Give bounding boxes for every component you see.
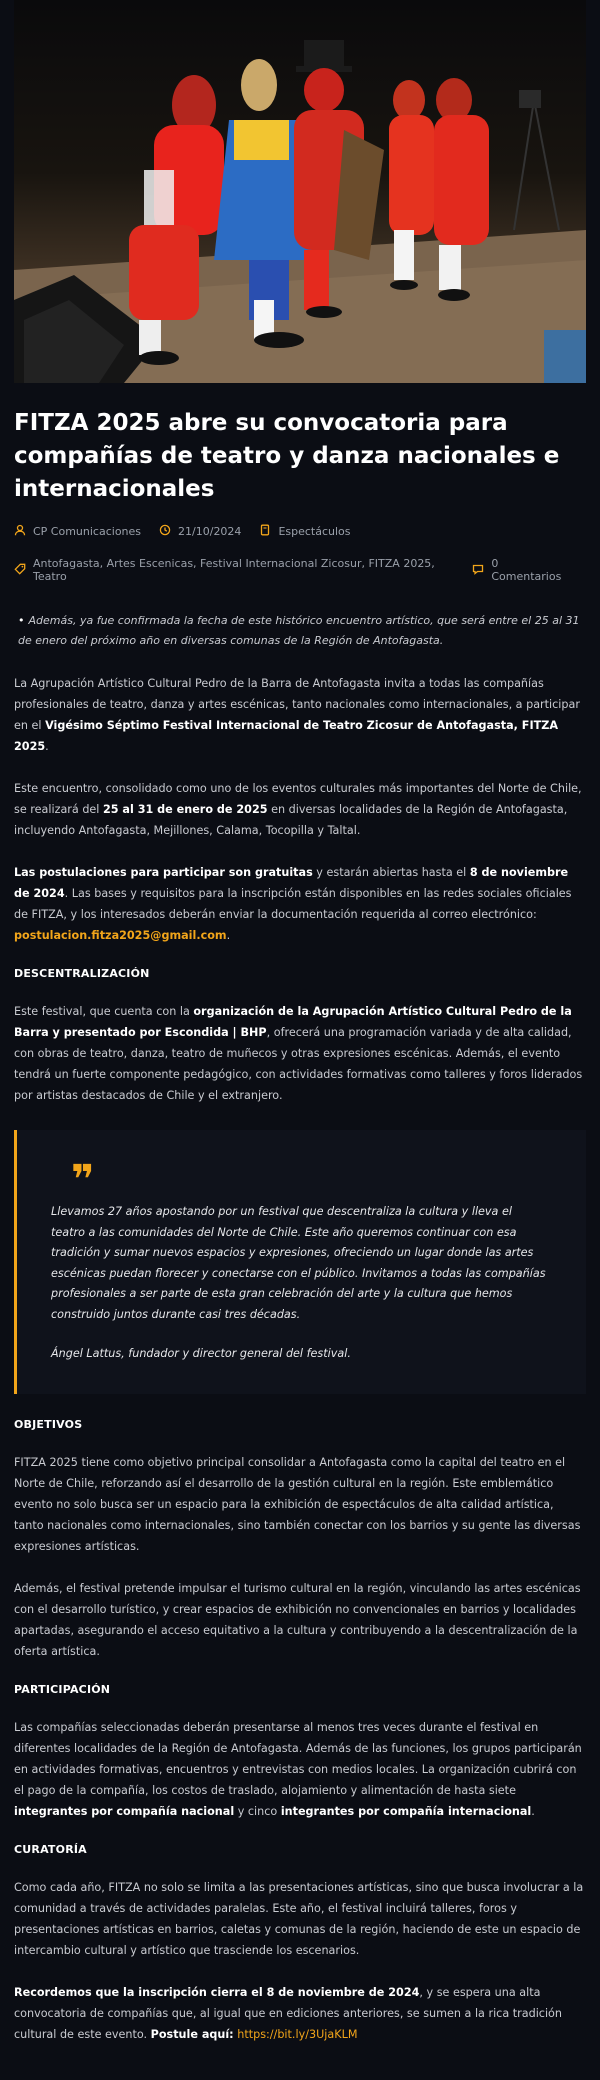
hero-illustration [14,0,586,383]
heading-descentralizacion: DESCENTRALIZACIÓN [14,967,150,980]
heading-curatoria: CURATORÍA [14,1843,87,1856]
author-meta[interactable] [14,524,141,539]
email-link[interactable]: postulacion.fitza2025@gmail.com [14,929,227,942]
comments-count[interactable]: 0 Comentarios [491,557,562,583]
paragraph-3: Las postulaciones para participar son gratuitas y estarán abiertas hasta el 8 de noviembre de 2024. Las bases y requisitos para la inscripción están disponibles en las redes sociales oficiales de FITZA, y los interesados deberán enviar la documentación requerida al correo electrónico: postulacion.fitza2025@gmail.com. [14,866,572,942]
application-link[interactable]: https://bit.ly/3UjaKLM [233,2028,358,2041]
blockquote [14,1130,586,1394]
category-meta[interactable] [259,524,350,539]
date-meta[interactable] [159,524,241,539]
history-icon [159,524,171,539]
article-meta-tags [14,557,586,583]
category-link[interactable]: Espectáculos [278,525,351,538]
paragraph-6: Además, el festival pretende impulsar el turismo cultural en la región, vinculando las artes escénicas con el desarrollo turístico, y crear espacios de exhibición no convencionales en barrios y localidades apartadas, asegurando el acceso equitativo a la cultura y contribuyendo a la descentralización de la oferta artística. [14,1582,581,1658]
user-icon [14,524,26,539]
paragraph-1: La Agrupación Artístico Cultural Pedro de la Barra de Antofagasta invita a todas las compañías profesionales de teatro, danza y artes escénicas, tanto nacionales como internacionales, a participar en el Vigésimo Séptimo Festival Internacional de Teatro Zicosur de Antofagasta, FITZA 2025. [14,677,580,753]
tags-meta[interactable] [14,557,454,583]
author-name[interactable]: CP Comunicaciones [33,525,142,538]
bullet-icon: • [18,614,25,627]
paragraph-7: Las compañías seleccionadas deberán presentarse al menos tres veces durante el festival en diferentes localidades de la Región de Antofagasta. Además de las funciones, los grupos participarán en actividades formativas, encuentros y entrevistas con medios locales. La organización cubrirá con el pago de la compañía, los costos de traslado, alojamiento y alimentación de hasta siete integrantes por compañía nacional y cinco integrantes por compañía internacional. [14,1721,582,1818]
comments-meta[interactable] [472,557,568,583]
heading-participacion: PARTICIPACIÓN [14,1683,111,1696]
paragraph-4: Este festival, que cuenta con la organización de la Agrupación Artístico Cultural Pedro de la Barra y presentado por Escondida | BHP, ofrecerá una programación variada y de alta calidad, con obras de teatro, danza, teatro de muñecos y otras expresiones escénicas. Además, el evento tendrá un fuerte componente pedagógico, con actividades formativas como talleres y foros liderados por artistas destacados de Chile y el extranjero. [14,1005,583,1102]
quote-author: Ángel Lattus, fundador y director general del festival. [51,1347,351,1360]
article-summary: • Además, ya fue confirmada la fecha de este histórico encuentro artístico, que será entre el 25 al 31 de enero del próximo año en diversas comunas de la Región de Antofagasta. [18,614,580,647]
article-meta [14,524,586,539]
paragraph-2: Este encuentro, consolidado como uno de los eventos culturales más importantes del Norte de Chile, se realizará del 25 al 31 de enero de 2025 en diversas localidades de la Región de Antofagasta, incluyendo Antofagasta, Mejillones, Calama, Tocopilla y Taltal. [14,782,582,837]
article-title: FITZA 2025 abre su convocatoria para compañías de teatro y danza nacionales e internacionales [14,410,560,502]
quote-text: Llevamos 27 años apostando por un festival que descentraliza la cultura y lleva el teatro a las comunidades del Norte de Chile. Este año queremos continuar con esa tradición y sumar nuevos espacios y expresiones, ofreciendo un lugar donde las artes escénicas puedan florecer y conectarse con el público. Invitamos a todas las compañías profesionales a ser parte de esta gran celebración del arte y la cultura que hemos construido juntos durante casi tres décadas. [51,1205,546,1321]
comment-icon [472,563,484,578]
hero-photo [14,0,586,383]
paragraph-9: Recordemos que la inscripción cierra el 8 de noviembre de 2024, y se espera una alta convocatoria de compañías que, al igual que en ediciones anteriores, se sumen a la rica tradición cultural de este evento. Postule aquí: https://bit.ly/3UjaKLM [14,1986,562,2041]
heading-objetivos: OBJETIVOS [14,1418,83,1431]
paragraph-5: FITZA 2025 tiene como objetivo principal consolidar a Antofagasta como la capital del teatro en el Norte de Chile, reforzando así el desarrollo de la gestión cultural en la región. Este emblemático evento no solo busca ser un espacio para la exhibición de espectáculos de alta calidad artística, tanto nacionales como internacionales, sino también conectar con los barrios y su gente las diversas expresiones artísticas. [14,1456,581,1553]
tag-icon [14,563,26,578]
tag-list[interactable]: Antofagasta, Artes Escenicas, Festival Internacional Zicosur, FITZA 2025, Teatro [33,557,435,583]
quote-icon: ❞ [71,1157,95,1203]
paragraph-8: Como cada año, FITZA no solo se limita a las presentaciones artísticas, sino que busca involucrar a la comunidad a través de actividades paralelas. Este año, el festival incluirá talleres, foros y presentaciones artísticas en barrios, caletas y comunas de la región, haciendo de este un espacio de intercambio cultural y artístico que trasciende los escenarios. [14,1881,584,1957]
publish-date[interactable]: 21/10/2024 [178,525,242,538]
bookmark-icon [259,524,271,539]
